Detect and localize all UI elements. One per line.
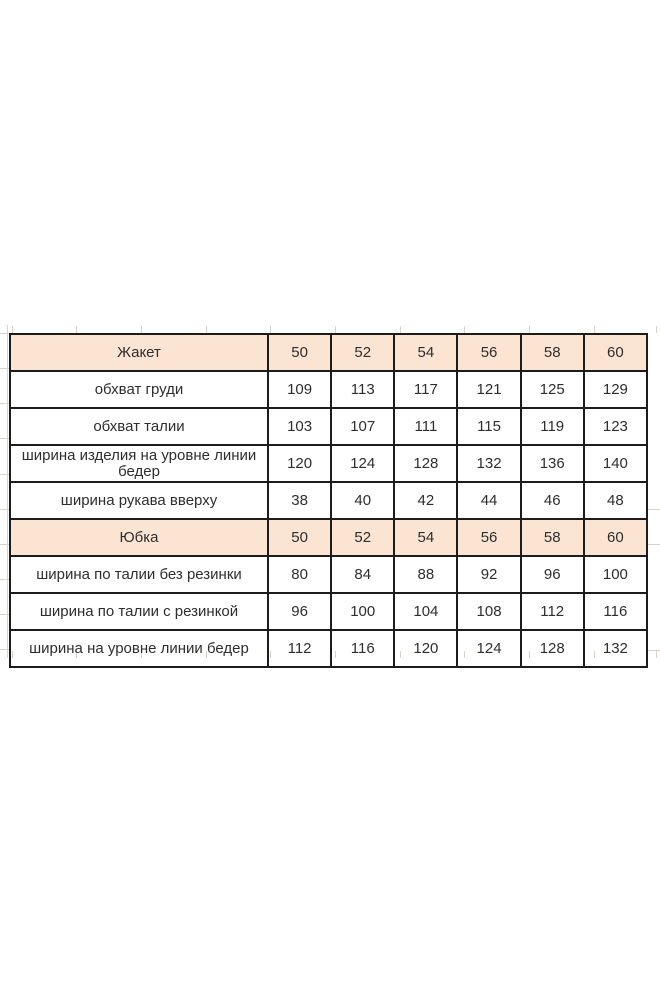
measurement-row	[10, 630, 647, 667]
measurement-value-cell: 40	[331, 482, 394, 519]
size-header-cell: 56	[457, 519, 520, 556]
gridline-fragment	[12, 326, 13, 333]
gridline-fragment	[0, 649, 9, 650]
gridline-fragment	[7, 325, 8, 658]
measurement-value-cell: 124	[457, 630, 520, 667]
size-header-cell: 50	[268, 519, 331, 556]
gridline-fragment	[0, 509, 9, 510]
measurement-label-cell: ширина рукава вверху	[10, 482, 268, 519]
gridline-fragment	[206, 326, 207, 333]
measurement-value-cell: 132	[584, 630, 647, 667]
measurement-value-cell: 124	[331, 445, 394, 482]
measurement-value-cell: 119	[521, 408, 584, 445]
measurement-value-cell: 120	[394, 630, 457, 667]
section-title-cell: Жакет	[10, 334, 268, 371]
gridline-fragment	[529, 326, 530, 333]
measurement-value-cell: 129	[584, 371, 647, 408]
measurement-value-cell: 104	[394, 593, 457, 630]
measurement-label-cell: ширина изделия на уровне линии бедер	[10, 445, 268, 482]
gridline-fragment	[0, 579, 9, 580]
size-header-cell: 58	[521, 334, 584, 371]
measurement-label-cell: обхват талии	[10, 408, 268, 445]
gridline-fragment	[656, 651, 657, 658]
measurement-value-cell: 113	[331, 371, 394, 408]
measurement-row	[10, 445, 647, 482]
measurement-label-cell: ширина по талии без резинки	[10, 556, 268, 593]
section-title-cell: Юбка	[10, 519, 268, 556]
measurement-value-cell: 96	[268, 593, 331, 630]
size-header-cell: 56	[457, 334, 520, 371]
measurement-value-cell: 111	[394, 408, 457, 445]
measurement-value-cell: 109	[268, 371, 331, 408]
measurement-value-cell: 112	[521, 593, 584, 630]
measurement-value-cell: 107	[331, 408, 394, 445]
measurement-label-cell: обхват груди	[10, 371, 268, 408]
gridline-fragment	[648, 509, 660, 510]
measurement-value-cell: 116	[331, 630, 394, 667]
measurement-label-cell: ширина по талии с резинкой	[10, 593, 268, 630]
gridline-fragment	[0, 614, 9, 615]
measurement-value-cell: 88	[394, 556, 457, 593]
gridline-fragment	[0, 438, 9, 439]
measurement-value-cell: 92	[457, 556, 520, 593]
measurement-label-cell: ширина на уровне линии бедер	[10, 630, 268, 667]
measurement-value-cell: 38	[268, 482, 331, 519]
measurement-row	[10, 593, 647, 630]
measurement-value-cell: 128	[521, 630, 584, 667]
measurement-value-cell: 103	[268, 408, 331, 445]
size-header-cell: 52	[331, 334, 394, 371]
measurement-value-cell: 128	[394, 445, 457, 482]
gridline-fragment	[76, 326, 77, 333]
size-header-cell: 60	[584, 334, 647, 371]
size-header-cell: 54	[394, 334, 457, 371]
measurement-value-cell: 123	[584, 408, 647, 445]
measurement-value-cell: 80	[268, 556, 331, 593]
size-header-cell: 58	[521, 519, 584, 556]
gridline-fragment	[0, 333, 9, 334]
gridline-fragment	[0, 368, 9, 369]
measurement-value-cell: 84	[331, 556, 394, 593]
measurement-value-cell: 120	[268, 445, 331, 482]
gridline-fragment	[0, 474, 9, 475]
measurement-value-cell: 112	[268, 630, 331, 667]
gridline-fragment	[335, 326, 336, 333]
measurement-value-cell: 108	[457, 593, 520, 630]
size-header-cell: 54	[394, 519, 457, 556]
measurement-value-cell: 136	[521, 445, 584, 482]
measurement-value-cell: 100	[584, 556, 647, 593]
measurement-row	[10, 482, 647, 519]
measurement-row	[10, 556, 647, 593]
gridline-fragment	[141, 326, 142, 333]
gridline-fragment	[648, 544, 660, 545]
measurement-value-cell: 100	[331, 593, 394, 630]
size-header-cell: 52	[331, 519, 394, 556]
measurement-value-cell: 96	[521, 556, 584, 593]
measurement-value-cell: 48	[584, 482, 647, 519]
measurement-value-cell: 117	[394, 371, 457, 408]
gridline-fragment	[400, 326, 401, 333]
measurement-value-cell: 125	[521, 371, 584, 408]
section-header-row-skirt	[10, 519, 647, 556]
gridline-fragment	[0, 403, 9, 404]
measurement-value-cell: 42	[394, 482, 457, 519]
measurement-value-cell: 121	[457, 371, 520, 408]
measurement-value-cell: 44	[457, 482, 520, 519]
section-header-row-jacket	[10, 334, 647, 371]
gridline-fragment	[270, 326, 271, 333]
measurement-row	[10, 408, 647, 445]
gridline-fragment	[464, 326, 465, 333]
gridline-fragment	[594, 326, 595, 333]
measurement-row	[10, 371, 647, 408]
size-header-cell: 60	[584, 519, 647, 556]
measurement-value-cell: 116	[584, 593, 647, 630]
size-header-cell: 50	[268, 334, 331, 371]
gridline-fragment	[648, 650, 660, 651]
measurement-value-cell: 140	[584, 445, 647, 482]
measurement-value-cell: 46	[521, 482, 584, 519]
measurement-value-cell: 132	[457, 445, 520, 482]
size-chart-table	[9, 333, 648, 668]
gridline-fragment	[656, 326, 657, 333]
gridline-fragment	[0, 544, 9, 545]
measurement-value-cell: 115	[457, 408, 520, 445]
